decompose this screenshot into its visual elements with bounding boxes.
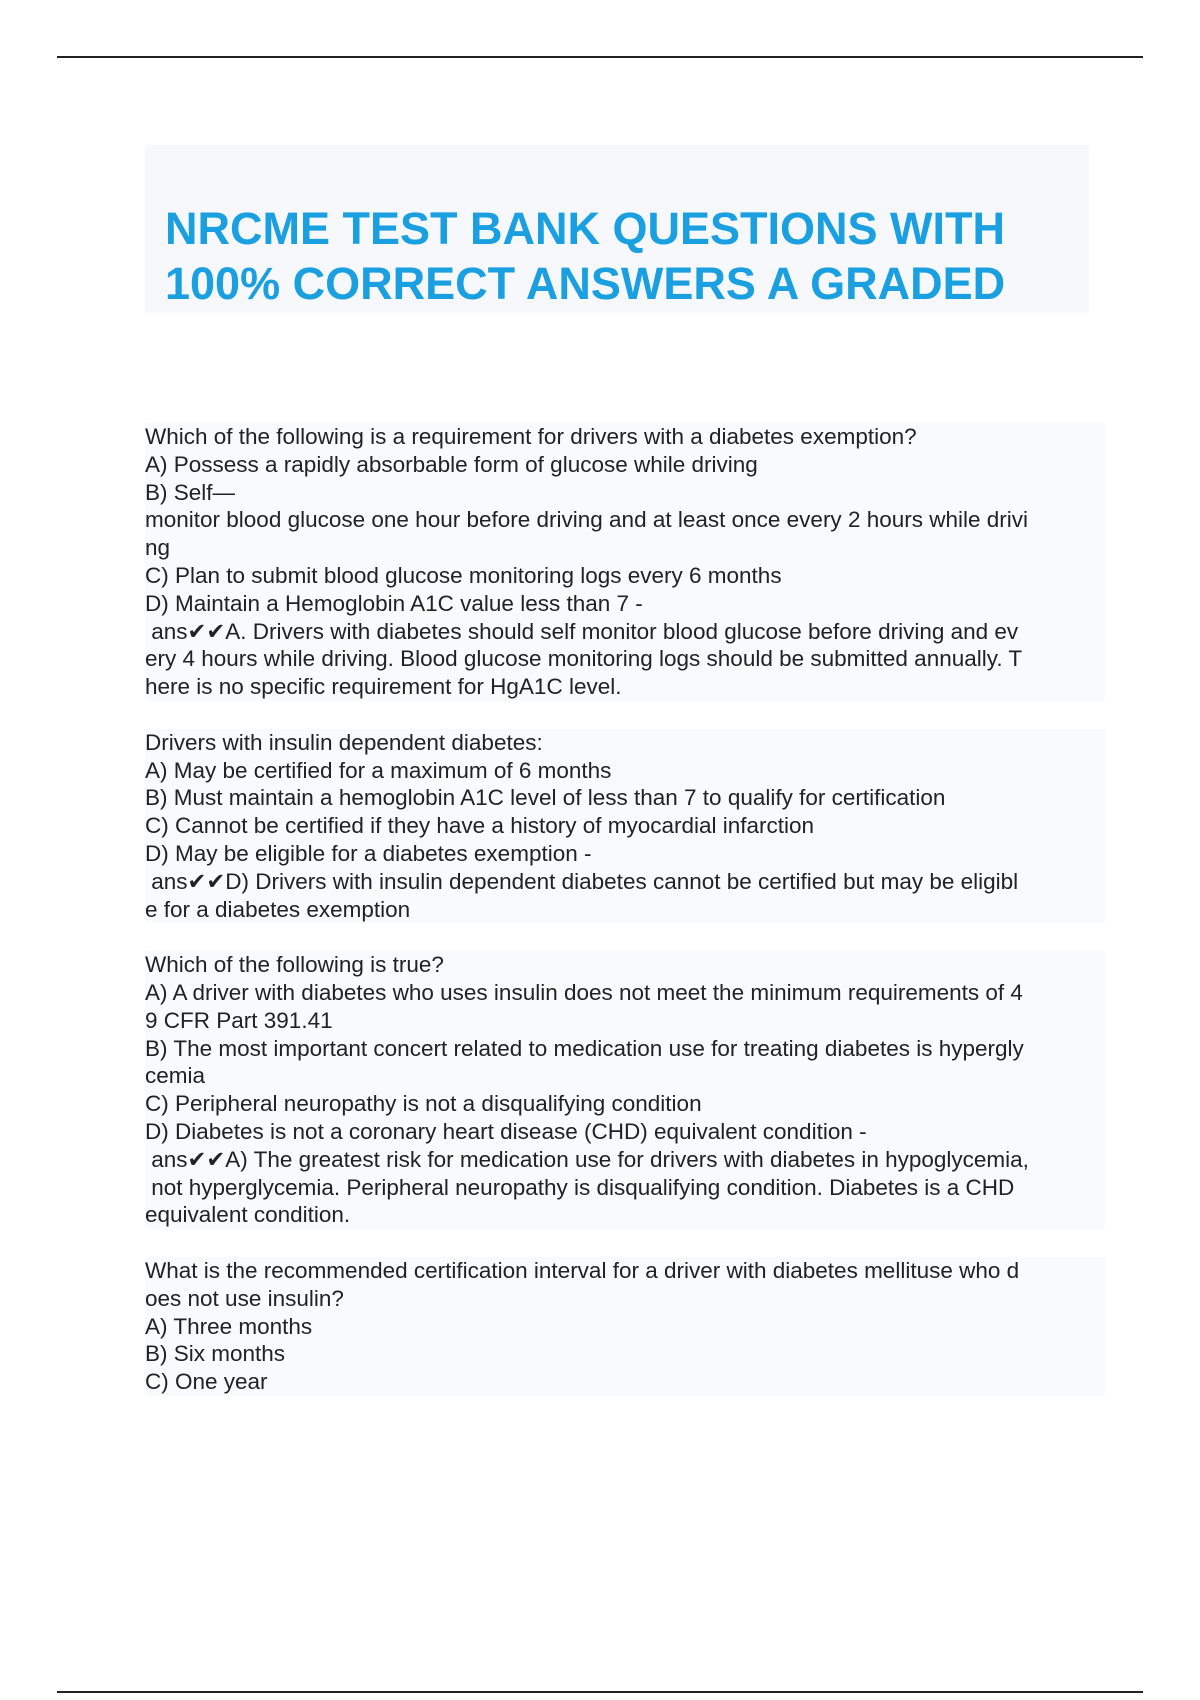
- question-3-answer: ans✔✔A) The greatest risk for medication use for drivers with diabetes in hypoglycemia,: [145, 1146, 1029, 1172]
- question-block-3: [145, 951, 1105, 1229]
- question-list: [145, 423, 1105, 1424]
- question-3-option-a-cont: 9 CFR Part 391.41: [145, 1007, 333, 1033]
- question-4-option-b: B) Six months: [145, 1341, 286, 1367]
- question-4-option-a: A) Three months: [145, 1313, 313, 1339]
- question-2-answer: ans✔✔D) Drivers with insulin dependent diabetes cannot be certified but may be eligibl: [145, 868, 1019, 894]
- question-1-option-a: A) Possess a rapidly absorbable form of glucose while driving: [145, 451, 758, 477]
- question-1-option-b: B) Self—: [145, 479, 236, 505]
- question-3-answer-cont: not hyperglycemia. Peripheral neuropathy is disqualifying condition. Diabetes is a CHD: [145, 1174, 1015, 1200]
- question-2-option-d: D) May be eligible for a diabetes exemption -: [145, 840, 592, 866]
- question-1-text: Which of the following is a requirement for drivers with a diabetes exemption?: [145, 424, 917, 449]
- bottom-rule: [57, 1691, 1143, 1693]
- question-2-option-b: B) Must maintain a hemoglobin A1C level of less than 7 to qualify for certification: [145, 785, 946, 811]
- question-4-text-cont: oes not use insulin?: [145, 1285, 344, 1311]
- question-3-option-b: B) The most important concert related to medication use for treating diabetes is hypergly: [145, 1035, 1024, 1061]
- document-title-line-2: 100% CORRECT ANSWERS A GRADED: [165, 258, 1006, 309]
- question-1-option-d: D) Maintain a Hemoglobin A1C value less than 7 -: [145, 590, 643, 616]
- question-1-option-b-cont: ng: [145, 535, 171, 561]
- question-1-option-b-cont: monitor blood glucose one hour before driving and at least once every 2 hours while drivi: [145, 507, 1029, 533]
- question-1-answer-cont: here is no specific requirement for HgA1C level.: [145, 674, 622, 700]
- question-1-answer: ans✔✔A. Drivers with diabetes should self monitor blood glucose before driving and ev: [145, 618, 1019, 644]
- question-3-option-c: C) Peripheral neuropathy is not a disqualifying condition: [145, 1091, 702, 1117]
- question-2-option-c: C) Cannot be certified if they have a history of myocardial infarction: [145, 813, 815, 839]
- question-1-answer-cont: ery 4 hours while driving. Blood glucose monitoring logs should be submitted annually. T: [145, 646, 1023, 672]
- question-3-answer-cont: equivalent condition.: [145, 1202, 351, 1228]
- question-2-answer-cont: e for a diabetes exemption: [145, 896, 411, 922]
- question-2-option-a: A) May be certified for a maximum of 6 months: [145, 757, 612, 783]
- top-rule: [57, 56, 1143, 58]
- question-3-text: Which of the following is true?: [145, 952, 444, 978]
- question-block-1: [145, 423, 1105, 701]
- question-4-text: What is the recommended certification interval for a driver with diabetes mellituse who d: [145, 1257, 1020, 1283]
- question-block-4: [145, 1257, 1105, 1396]
- question-1-option-c: C) Plan to submit blood glucose monitoring logs every 6 months: [145, 562, 782, 588]
- question-block-2: [145, 729, 1105, 924]
- question-3-option-d: D) Diabetes is not a coronary heart disease (CHD) equivalent condition -: [145, 1118, 867, 1144]
- question-4-option-c: C) One year: [145, 1369, 268, 1395]
- title-banner: [145, 145, 1089, 313]
- question-2-text: Drivers with insulin dependent diabetes:: [145, 729, 543, 755]
- question-3-option-a: A) A driver with diabetes who uses insulin does not meet the minimum requirements of 4: [145, 979, 1023, 1005]
- question-3-option-b-cont: cemia: [145, 1063, 206, 1089]
- document-title-line-1: NRCME TEST BANK QUESTIONS WITH: [165, 203, 1005, 254]
